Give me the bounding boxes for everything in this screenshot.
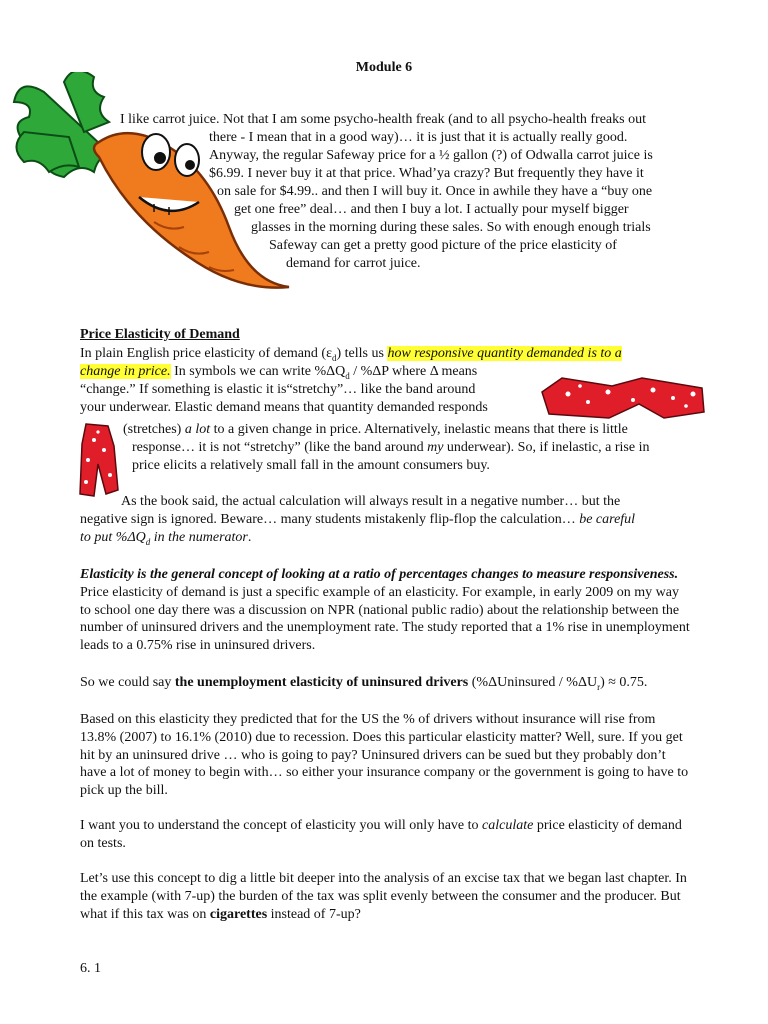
text: the unemployment elasticity of uninsured drivers: [174, 675, 469, 690]
text: Elasticity is the general concept of looking at a ratio of percentages changes to measure responsiveness.: [80, 567, 679, 582]
text: a lot: [184, 422, 211, 437]
intro-line-3: Anyway, the regular Safeway price for a ½ gallon (?) of Odwalla carrot juice is: [209, 148, 653, 163]
text: ) tells us: [336, 346, 388, 361]
text: to put %ΔQ: [80, 530, 146, 545]
text: be careful: [579, 512, 636, 527]
general-concept-paragraph: [80, 566, 690, 655]
intro-line-4: $6.99. I never buy it at that price. Whad’ya crazy? But frequently they have it: [209, 166, 644, 181]
subscript: d: [345, 370, 350, 381]
boxer-shorts-icon: [538, 372, 708, 420]
intro-line-5: on sale for $4.99.. and then I will buy it. Once in awhile they have a “buy one: [217, 184, 653, 199]
neg-line-1: As the book said, the actual calculation will always result in a negative number… but the: [121, 494, 621, 509]
text: Let’s use this concept to dig a little bit deeper into the analysis of an excise tax that we began last chapter. In the example (with 7-up) the burden of the tax was split evenly between the consumer and the producer. But what if this tax was on: [80, 871, 687, 922]
text: .: [247, 530, 252, 545]
text: In plain English price elasticity of demand (ε: [80, 346, 332, 361]
boxer-shorts-hanging-icon: [76, 420, 120, 498]
text: response… it is not “stretchy” (like the band around: [132, 440, 428, 455]
text: price elasticity of demand on tests.: [80, 818, 682, 851]
page-number: 6. 1: [80, 961, 101, 976]
lets-paragraph: [80, 870, 690, 923]
intro-line-8: Safeway can get a pretty good picture of the price elasticity of: [269, 238, 617, 253]
text: / %ΔP where Δ means: [349, 364, 478, 379]
neg-line-2: [80, 512, 635, 528]
carrot-cartoon-icon: [4, 72, 304, 292]
text: instead of 7-up?: [267, 906, 361, 922]
module-title: Module 6: [355, 60, 413, 75]
subscript: d: [145, 536, 151, 547]
text: to a given change in price. Alternatively, inelastic means that there is little: [210, 422, 628, 437]
highlighted-definition-end: change in price.: [80, 364, 171, 379]
text: (%ΔUninsured / %ΔU: [468, 675, 598, 690]
based-paragraph: Based on this elasticity they predicted that for the US the % of drivers without insurance will rise from 13.8% (2007) to 16.1% (2010) due to recession. Does this particular elasticity matter? Well, sure. If you get hit by an uninsured drive … who is going to pay? Uninsured drivers can be sued but they probably don’t have a lot of money to begin with… so either your insurance company or the government is going to have to pick up the bill.: [80, 712, 689, 799]
text: underwear). So, if inelastic, a rise in: [443, 440, 650, 455]
ped-line-4: your underwear. Elastic demand means that quantity demanded responds: [80, 400, 488, 415]
intro-line-7: glasses in the morning during these sales. So with enough enough trials: [251, 220, 651, 235]
want-paragraph: [80, 817, 690, 853]
text: my: [427, 440, 444, 455]
subscript: r: [597, 681, 601, 692]
subscript: d: [331, 352, 337, 363]
unemployment-elasticity-line: [80, 675, 647, 692]
intro-line-6: get one free” deal… and then I buy a lot. I actually pour myself bigger: [234, 202, 629, 217]
ped-line-6: [132, 440, 649, 456]
text: in the numerator: [150, 530, 248, 545]
text: cigarettes: [209, 906, 268, 922]
text: calculate: [482, 818, 534, 833]
text: So we could say: [80, 675, 175, 690]
text: ) ≈ 0.75.: [600, 675, 648, 690]
text: negative sign is ignored. Beware… many students mistakenly flip-flop the calculation…: [80, 512, 580, 527]
section-heading: Price Elasticity of Demand: [80, 327, 240, 342]
ped-line-7: price elicits a relatively small fall in the amount consumers buy.: [132, 458, 490, 473]
ped-line-2: [80, 364, 477, 381]
intro-line-9: demand for carrot juice.: [286, 256, 421, 271]
text: In symbols we can write %ΔQ: [170, 364, 346, 379]
ped-line-1: [80, 346, 622, 363]
text: Price elasticity of demand is just a specific example of an elasticity. For example, in early 2009 on my way to school one day there was a discussion on NPR (national public radio) about the relationship between the number of uninsured drivers and the unemployment rate. The study reported that a 1% rise in unemployment leads to a 0.75% rise in uninsured drivers.: [80, 584, 690, 654]
intro-line-1: I like carrot juice. Not that I am some psycho-health freak (and to all psycho-health freaks out: [120, 112, 646, 127]
text: I want you to understand the concept of elasticity you will only have to: [80, 818, 483, 833]
intro-line-2: there - I mean that in a good way)… it is just that it is actually really good.: [209, 130, 628, 145]
ped-line-5: [123, 422, 628, 438]
neg-line-3: [80, 530, 251, 547]
text: (stretches): [123, 422, 185, 437]
highlighted-definition: how responsive quantity demanded is to a: [387, 346, 622, 361]
ped-line-3: “change.” If something is elastic it is“stretchy”… like the band around: [80, 382, 476, 397]
